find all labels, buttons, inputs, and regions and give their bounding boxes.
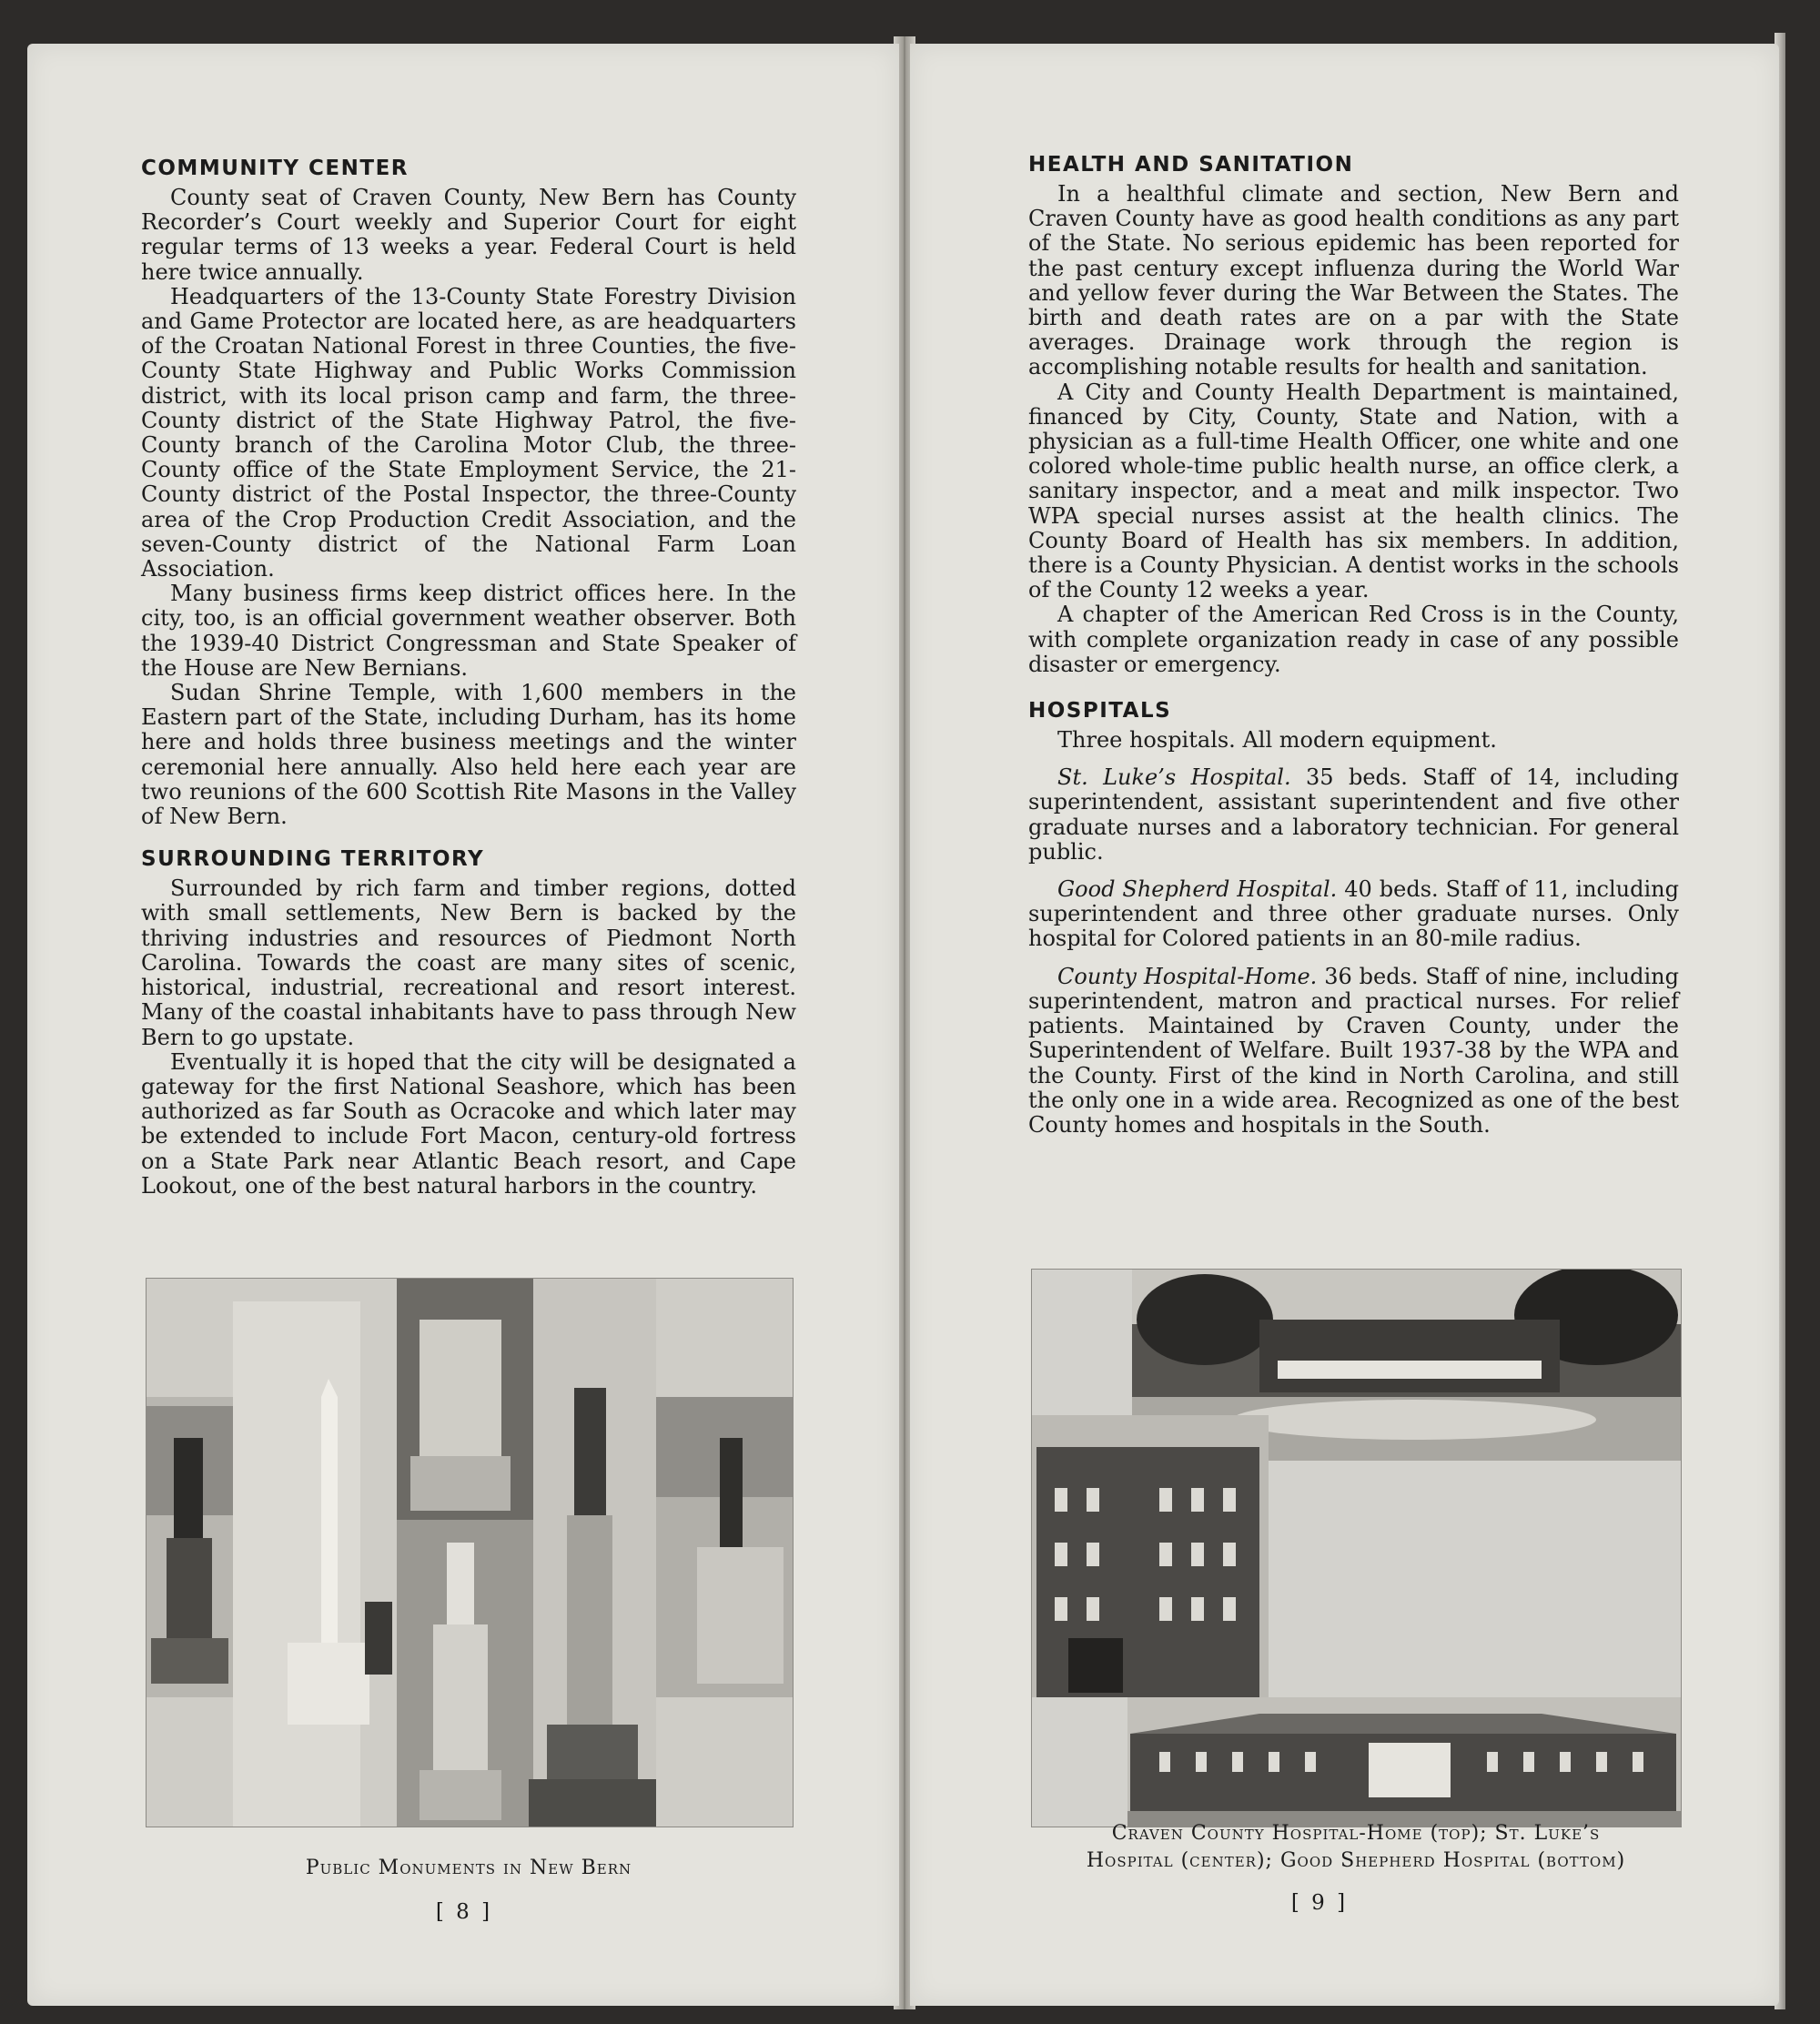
hospital-entry [1028,877,1679,952]
health-section [1028,151,1679,677]
right-page [910,44,1779,2006]
page-number: [ 8 ] [435,1900,493,1924]
hospital-details: 36 beds. Staff of nine, including superintendent, matron and practical nurses. For relief patients. Maintained by Craven County, under the Superintendent of Welfare. Built 1937-38 by the WPA and the County. First of the kind in North Carolina, and still the only one in a wide area. Recognized as one of the best County homes and hospitals in the South. [1028,963,1679,1138]
paragraph: A chapter of the American Red Cross is in the County, with complete organization ready in case of any possible disaster or emergency. [1028,602,1679,677]
left-page [27,44,899,2006]
page-number: [ 9 ] [1290,1891,1349,1915]
hospitals-section [1028,697,1679,1138]
paragraph: Eventually it is hoped that the city will be designated a gateway for the first National Seashore, which has been authorized as far South as Ocracoke and which later may be extended to include Fort Macon, century-old fortress on a State Park near Atlantic Beach resort, and Cape Lookout, one of the best natural harbors in the country. [141,1048,796,1199]
hospitals-intro: Three hospitals. All modern equipment. [1057,727,1497,754]
hospitals-photo-image [1032,1270,1681,1827]
section-heading: COMMUNITY CENTER [141,157,409,180]
right-text-column [1028,151,1679,1138]
section-heading: SURROUNDING TERRITORY [141,847,485,872]
hospital-entry [1028,765,1679,865]
paragraph: Sudan Shrine Temple, with 1,600 members in the Eastern part of the State, including Durham, has its home here and holds three business meetings and the winter ceremonial here annually. Also held here each year are two reunions of the 600 Scottish Rite Masons in the Valley of New Bern. [141,680,796,830]
paragraph: In a healthful climate and section, New Bern and Craven County have as good health conditions as any part of the State. No serious epidemic has been reported for the past century except influenza during the World War and yellow fever during the War Between the States. The birth and death rates are on a par with the State averages. Drainage work through the region is accomplishing notable results for health and sanitation. [1028,181,1679,380]
hospital-name: Good Shepherd Hospital. [1057,876,1338,903]
section-heading: HEALTH AND SANITATION [1028,153,1354,177]
hospital-details: 35 beds. Staff of 14, including superintendent, assistant superintendent and five other graduate nurses and a laboratory technician. For general public. [1028,764,1679,865]
hospitals-caption [1019,1820,1693,1875]
monuments-caption: Public Monuments in New Bern [305,1857,632,1879]
paragraph: Surrounded by rich farm and timber regions, dotted with small settlements, New Bern is backed by the thriving industries and resources of Piedmont North Carolina. Towards the coast are many sites of scenic, historical, industrial, recreational and resort interest. Many of the coastal inhabitants have to pass through New Bern to go upstate. [141,875,796,1050]
caption-line: Craven County Hospital-Home (top); St. Luke’s [1111,1822,1601,1845]
paragraph: Headquarters of the 13-County State Forestry Division and Game Protector are located here, as are headquarters of the Croatan National Forest in three Counties, the five-County State Highway and Public Works Commission district, with its local prison camp and farm, the three-County district of the State Highway Patrol, the five-County branch of the Carolina Motor Club, the three-County office of the State Employment Service, the 21-County district of the Postal Inspector, the three-County area of the Crop Production Credit Association, and the seven-County district of the National Farm Loan Association. [141,283,796,582]
hospitals-photo-collage [1031,1269,1682,1827]
hospital-entry [1028,965,1679,1138]
hospital-name: County Hospital-Home. [1057,963,1318,989]
hospital-name: St. Luke’s Hospital. [1057,764,1291,791]
paragraph: A City and County Health Department is maintained, financed by City, County, State and Nation, with a physician as a full-time Health Officer, one white and one colored whole-time public health nurse, an office clerk, a sanitary inspector, and a meat and milk inspector. Two WPA special nurses assist at the health clinics. The County Board of Health has six members. In addition, there is a County Physician. A dentist works in the schools of the County 12 weeks a year. [1028,379,1679,603]
surrounding-territory-section [141,845,796,1199]
section-heading: HOSPITALS [1028,699,1172,724]
paragraph: County seat of Craven County, New Bern has County Recorder’s Court weekly and Superior Court for eight regular terms of 13 weeks a year. Federal Court is held here twice annually. [141,185,796,285]
paragraph: Many business firms keep district offices here. In the city, too, is an official government weather observer. Both the 1939-40 District Congressman and State Speaker of the House are New Bernians. [141,581,796,681]
left-text-column [141,155,796,1199]
community-center-section [141,155,796,829]
monuments-photo-collage [146,1278,794,1827]
caption-line: Hospital (center); Good Shepherd Hospital (bottom) [1086,1849,1626,1872]
monuments-photo-image [147,1279,793,1827]
hospital-details: 40 beds. Staff of 11, including superintendent and three other graduate nurses. Only hospital for Colored patients in an 80-mile radius. [1028,876,1679,952]
